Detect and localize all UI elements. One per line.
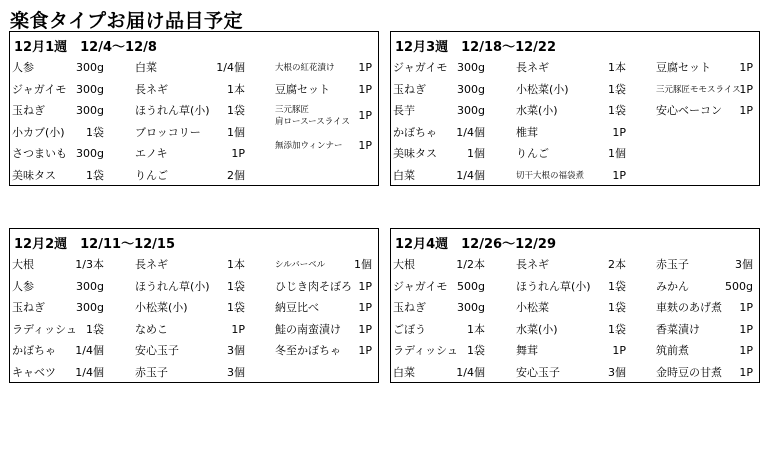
item-name: 白菜	[393, 365, 415, 379]
item-column	[135, 254, 245, 383]
list-item	[656, 340, 753, 362]
item-qty: 1P	[358, 61, 372, 74]
list-item	[275, 79, 372, 101]
item-qty: 1P	[739, 301, 753, 314]
item-name: 大根	[393, 258, 415, 271]
list-item	[656, 319, 753, 341]
list-item	[516, 165, 626, 187]
item-qty: 1P	[231, 147, 245, 160]
list-item	[135, 340, 245, 362]
item-qty: 1P	[358, 109, 372, 122]
item-qty: 1個	[467, 147, 485, 160]
item-name: ラディッシュ	[12, 322, 77, 336]
item-qty: 1P	[739, 322, 753, 336]
item-column	[516, 254, 626, 383]
list-item	[516, 362, 626, 384]
item-qty: 1袋	[86, 168, 104, 182]
list-item	[656, 297, 753, 319]
item-column	[656, 254, 753, 383]
item-qty: 1/4個	[456, 365, 485, 379]
list-item	[393, 165, 485, 187]
item-qty: 1本	[467, 322, 485, 336]
week-title: 12月1週 12/4～12/8	[14, 40, 157, 55]
list-item	[12, 57, 104, 79]
list-item	[393, 340, 485, 362]
item-name: 安心ベーコン	[656, 104, 722, 117]
item-qty: 1本	[227, 82, 245, 96]
item-qty: 1/2本	[456, 258, 485, 271]
item-qty: 1/4個	[75, 365, 104, 379]
list-item	[516, 319, 626, 341]
item-qty: 1/3本	[75, 258, 104, 271]
item-name: 金時豆の甘煮	[656, 365, 722, 379]
item-name: 大根	[12, 258, 34, 271]
item-name: 水菜(小)	[516, 322, 558, 336]
week-box-1	[9, 31, 379, 186]
list-item	[135, 57, 245, 79]
item-name: 赤玉子	[656, 258, 689, 271]
item-qty: 3個	[608, 365, 626, 379]
list-item	[516, 297, 626, 319]
list-item	[516, 100, 626, 122]
list-item	[516, 57, 626, 79]
item-qty: 1個	[227, 125, 245, 139]
week-title: 12月3週 12/18～12/22	[395, 40, 556, 55]
item-name: 大根の紅花漬け	[275, 63, 335, 73]
item-qty: 300g	[76, 61, 104, 74]
item-qty: 1P	[739, 365, 753, 379]
item-qty: 1/4個	[75, 344, 104, 357]
item-name: 鮭の南蛮漬け	[275, 322, 341, 336]
list-item	[393, 100, 485, 122]
item-name: なめこ	[135, 322, 168, 336]
item-qty: 1袋	[86, 125, 104, 139]
item-qty: 300g	[76, 82, 104, 96]
week-title: 12月2週 12/11～12/15	[14, 237, 175, 252]
list-item	[275, 297, 372, 319]
list-item	[656, 362, 753, 384]
item-name: 人参	[12, 61, 34, 74]
list-item	[393, 276, 485, 298]
list-item	[516, 79, 626, 101]
list-item	[516, 340, 626, 362]
item-qty: 1P	[358, 301, 372, 314]
item-name: 車麸のあげ煮	[656, 301, 722, 314]
item-qty: 1個	[608, 147, 626, 160]
list-item	[135, 100, 245, 122]
item-name: 白菜	[135, 61, 157, 74]
item-name: キャベツ	[12, 365, 56, 379]
list-item	[656, 276, 753, 298]
item-qty: 1P	[739, 344, 753, 357]
list-item	[393, 254, 485, 276]
item-name: 玉ねぎ	[12, 104, 45, 117]
list-item	[12, 297, 104, 319]
item-name: ごぼう	[393, 322, 426, 336]
item-name: 美味タス	[12, 168, 56, 182]
item-name: 香菜漬け	[656, 322, 700, 336]
list-item	[656, 57, 753, 79]
item-qty: 3個	[227, 365, 245, 379]
item-name: 椎茸	[516, 125, 538, 139]
list-item	[12, 122, 104, 144]
item-column	[393, 57, 485, 186]
item-name: 舞茸	[516, 344, 538, 357]
item-name: 無添加ウィンナー	[275, 141, 343, 151]
item-qty: 300g	[76, 301, 104, 314]
list-item	[12, 79, 104, 101]
list-item	[393, 122, 485, 144]
list-item	[393, 57, 485, 79]
item-qty: 1袋	[608, 104, 626, 117]
item-name: みかん	[656, 279, 689, 293]
item-column	[275, 254, 372, 362]
item-qty: 2個	[227, 168, 245, 182]
list-item	[135, 319, 245, 341]
item-qty: 1P	[358, 279, 372, 293]
item-name: 小カブ(小)	[12, 125, 65, 139]
week-title: 12月4週 12/26～12/29	[395, 237, 556, 252]
item-name: エノキ	[135, 147, 168, 160]
item-name: 長芋	[393, 104, 415, 117]
item-qty: 1/4個	[456, 125, 485, 139]
item-qty: 1袋	[467, 344, 485, 357]
item-qty: 1P	[358, 82, 372, 96]
item-qty: 1個	[354, 258, 372, 271]
item-name: 長ネギ	[135, 82, 168, 96]
item-qty: 1袋	[86, 322, 104, 336]
item-name: 冬至かぼちゃ	[275, 344, 341, 357]
item-name: ジャガイモ	[12, 82, 67, 96]
item-qty: 3個	[227, 344, 245, 357]
week-box-4	[390, 228, 760, 383]
item-column	[135, 57, 245, 186]
item-qty: 300g	[76, 104, 104, 117]
list-item	[516, 254, 626, 276]
list-item	[275, 340, 372, 362]
item-column	[12, 57, 104, 186]
list-item	[275, 135, 372, 157]
list-item	[12, 165, 104, 187]
item-qty: 1P	[739, 61, 753, 74]
list-item	[275, 100, 372, 135]
list-item	[12, 143, 104, 165]
list-item	[275, 254, 372, 276]
item-qty: 1袋	[608, 279, 626, 293]
item-name: 三元豚匠モモスライス	[656, 84, 741, 95]
list-item	[656, 254, 753, 276]
item-name: 納豆比べ	[275, 301, 319, 314]
item-qty: 1/4個	[456, 168, 485, 182]
item-qty: 300g	[76, 279, 104, 293]
list-item	[135, 79, 245, 101]
item-qty: 1本	[608, 61, 626, 74]
list-item	[135, 122, 245, 144]
item-name: りんご	[516, 147, 549, 160]
list-item	[516, 276, 626, 298]
item-qty: 300g	[457, 104, 485, 117]
item-name: かぼちゃ	[12, 344, 56, 357]
item-qty: 1P	[358, 344, 372, 357]
item-qty: 1P	[231, 322, 245, 336]
item-qty: 1袋	[227, 279, 245, 293]
item-qty: 1袋	[608, 301, 626, 314]
item-qty: 1P	[739, 104, 753, 117]
item-name: りんご	[135, 168, 168, 182]
item-name: ほうれん草(小)	[516, 279, 591, 293]
list-item	[135, 254, 245, 276]
list-item	[135, 362, 245, 384]
week-box-2	[9, 228, 379, 383]
item-name: 筑前煮	[656, 344, 689, 357]
list-item	[275, 319, 372, 341]
list-item	[135, 165, 245, 187]
item-qty: 2本	[608, 258, 626, 271]
list-item	[12, 362, 104, 384]
item-name: 小松菜(小)	[516, 82, 569, 96]
item-name: 安心玉子	[516, 365, 560, 379]
item-qty: 1袋	[227, 104, 245, 117]
item-name: ジャガイモ	[393, 279, 448, 293]
item-name: かぼちゃ	[393, 125, 437, 139]
item-name: 豆腐セット	[656, 61, 711, 74]
list-item	[393, 362, 485, 384]
item-qty: 1P	[739, 82, 753, 96]
list-item	[12, 276, 104, 298]
item-name: 玉ねぎ	[393, 82, 426, 96]
item-qty: 300g	[457, 301, 485, 314]
item-column	[393, 254, 485, 383]
list-item	[135, 297, 245, 319]
item-name: ほうれん草(小)	[135, 279, 210, 293]
item-qty: 300g	[457, 61, 485, 74]
list-item	[12, 254, 104, 276]
list-item	[275, 57, 372, 79]
list-item	[516, 143, 626, 165]
item-qty: 3個	[735, 258, 753, 271]
item-column	[516, 57, 626, 186]
item-qty: 1P	[612, 125, 626, 139]
item-name: 白菜	[393, 168, 415, 182]
item-name: 長ネギ	[516, 258, 549, 271]
item-qty: 1袋	[608, 82, 626, 96]
item-name: さつまいも	[12, 147, 67, 160]
list-item	[393, 79, 485, 101]
item-qty: 500g	[725, 279, 753, 293]
item-qty: 500g	[457, 279, 485, 293]
item-name: 豆腐セット	[275, 82, 330, 96]
list-item	[656, 79, 753, 101]
page-title: 楽食タイプお届け品目予定	[10, 10, 244, 32]
item-qty: 300g	[457, 82, 485, 96]
item-name: 三元豚匠 肩ロースースライス	[275, 105, 350, 127]
item-qty: 1/4個	[216, 61, 245, 74]
item-qty: 1P	[358, 139, 372, 152]
list-item	[12, 100, 104, 122]
item-name: 玉ねぎ	[393, 301, 426, 314]
list-item	[656, 100, 753, 122]
item-column	[275, 57, 372, 157]
item-name: 切干大根の福袋煮	[516, 170, 585, 181]
item-qty: 1P	[612, 168, 626, 182]
item-name: 小松菜	[516, 301, 549, 314]
list-item	[275, 276, 372, 298]
item-qty: 1P	[612, 344, 626, 357]
list-item	[135, 143, 245, 165]
item-qty: 300g	[76, 147, 104, 160]
item-name: 小松菜(小)	[135, 301, 188, 314]
item-name: シルバーベル	[275, 260, 326, 270]
item-name: ほうれん草(小)	[135, 104, 210, 117]
item-column	[12, 254, 104, 383]
item-name: ジャガイモ	[393, 61, 448, 74]
list-item	[135, 276, 245, 298]
item-name: 玉ねぎ	[12, 301, 45, 314]
item-qty: 1袋	[608, 322, 626, 336]
item-qty: 1袋	[227, 301, 245, 314]
item-qty: 1本	[227, 258, 245, 271]
item-name: ひじき肉そぼろ	[275, 279, 352, 293]
item-name: 長ネギ	[516, 61, 549, 74]
list-item	[12, 340, 104, 362]
item-name: 美味タス	[393, 147, 437, 160]
item-name: 赤玉子	[135, 365, 168, 379]
item-qty: 1P	[358, 322, 372, 336]
list-item	[393, 319, 485, 341]
item-name: 水菜(小)	[516, 104, 558, 117]
item-name: 安心玉子	[135, 344, 179, 357]
item-name: ラディッシュ	[393, 344, 458, 357]
list-item	[393, 297, 485, 319]
list-item	[12, 319, 104, 341]
item-column	[656, 57, 753, 122]
list-item	[516, 122, 626, 144]
list-item	[393, 143, 485, 165]
week-box-3	[390, 31, 760, 186]
item-name: ブロッコリー	[135, 125, 201, 139]
item-name: 人参	[12, 279, 34, 293]
item-name: 長ネギ	[135, 258, 168, 271]
